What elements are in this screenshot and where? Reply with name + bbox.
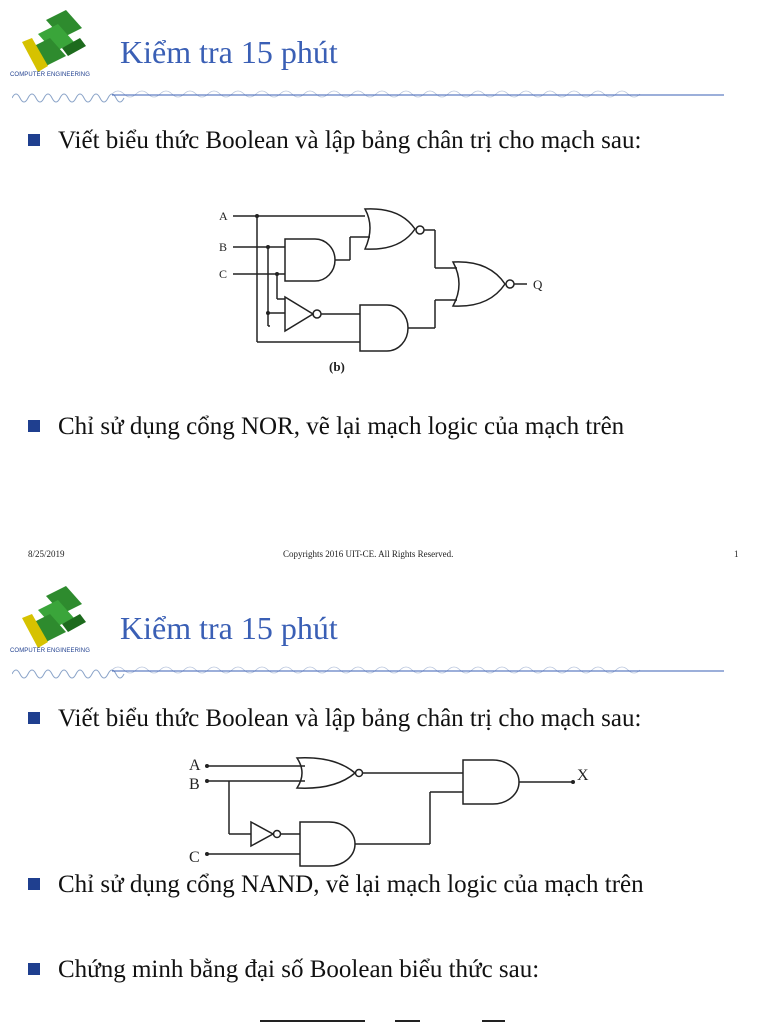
decorative-header-line <box>12 660 724 682</box>
input-label-b: B <box>219 240 228 254</box>
bullet-item <box>28 410 758 443</box>
bullet-square-icon <box>28 878 40 890</box>
footer-page-number: 1 <box>734 549 739 559</box>
slide-title: Kiểm tra 15 phút <box>120 610 338 646</box>
logo-text: COMPUTER ENGINEERING <box>10 648 91 654</box>
input-label-c: C <box>189 849 200 866</box>
bullet-square-icon <box>28 963 40 975</box>
input-label-c: C <box>219 267 228 281</box>
output-label-x: X <box>577 767 589 784</box>
footer-copyright: Copyrights 2016 UIT-CE. All Rights Reserved. <box>283 549 454 559</box>
input-label-a: A <box>189 757 201 774</box>
bullet-item <box>28 953 758 986</box>
logic-circuit-diagram <box>185 748 605 872</box>
logic-circuit-diagram-b <box>215 205 555 377</box>
boolean-expression-overbars <box>260 1018 510 1024</box>
input-label-a: A <box>219 209 228 223</box>
bullet-item <box>28 868 758 901</box>
slide-title: Kiểm tra 15 phút <box>120 34 338 70</box>
bullet-text: Chứng minh bằng đại số Boolean biểu thức sau: <box>58 956 540 983</box>
slide-2 <box>0 576 768 1024</box>
bullet-text: Viết biểu thức Boolean và lập bảng chân trị cho mạch sau: <box>58 705 642 732</box>
logo-text: COMPUTER ENGINEERING <box>10 72 91 78</box>
bullet-square-icon <box>28 712 40 724</box>
bullet-item <box>28 124 758 157</box>
bullet-text: Chỉ sử dụng cổng NOR, vẽ lại mạch logic của mạch trên <box>58 413 625 440</box>
footer-date: 8/25/2019 <box>28 549 65 559</box>
bullet-text: Chỉ sử dụng cổng NAND, vẽ lại mạch logic của mạch trên <box>58 871 644 898</box>
decorative-header-line <box>12 84 724 106</box>
bullet-text: Viết biểu thức Boolean và lập bảng chân trị cho mạch sau: <box>58 127 642 154</box>
bullet-square-icon <box>28 134 40 146</box>
input-label-b: B <box>189 776 200 793</box>
bullet-item <box>28 702 758 735</box>
output-label-q: Q <box>533 277 543 292</box>
circuit-caption: (b) <box>329 359 345 374</box>
bullet-square-icon <box>28 420 40 432</box>
